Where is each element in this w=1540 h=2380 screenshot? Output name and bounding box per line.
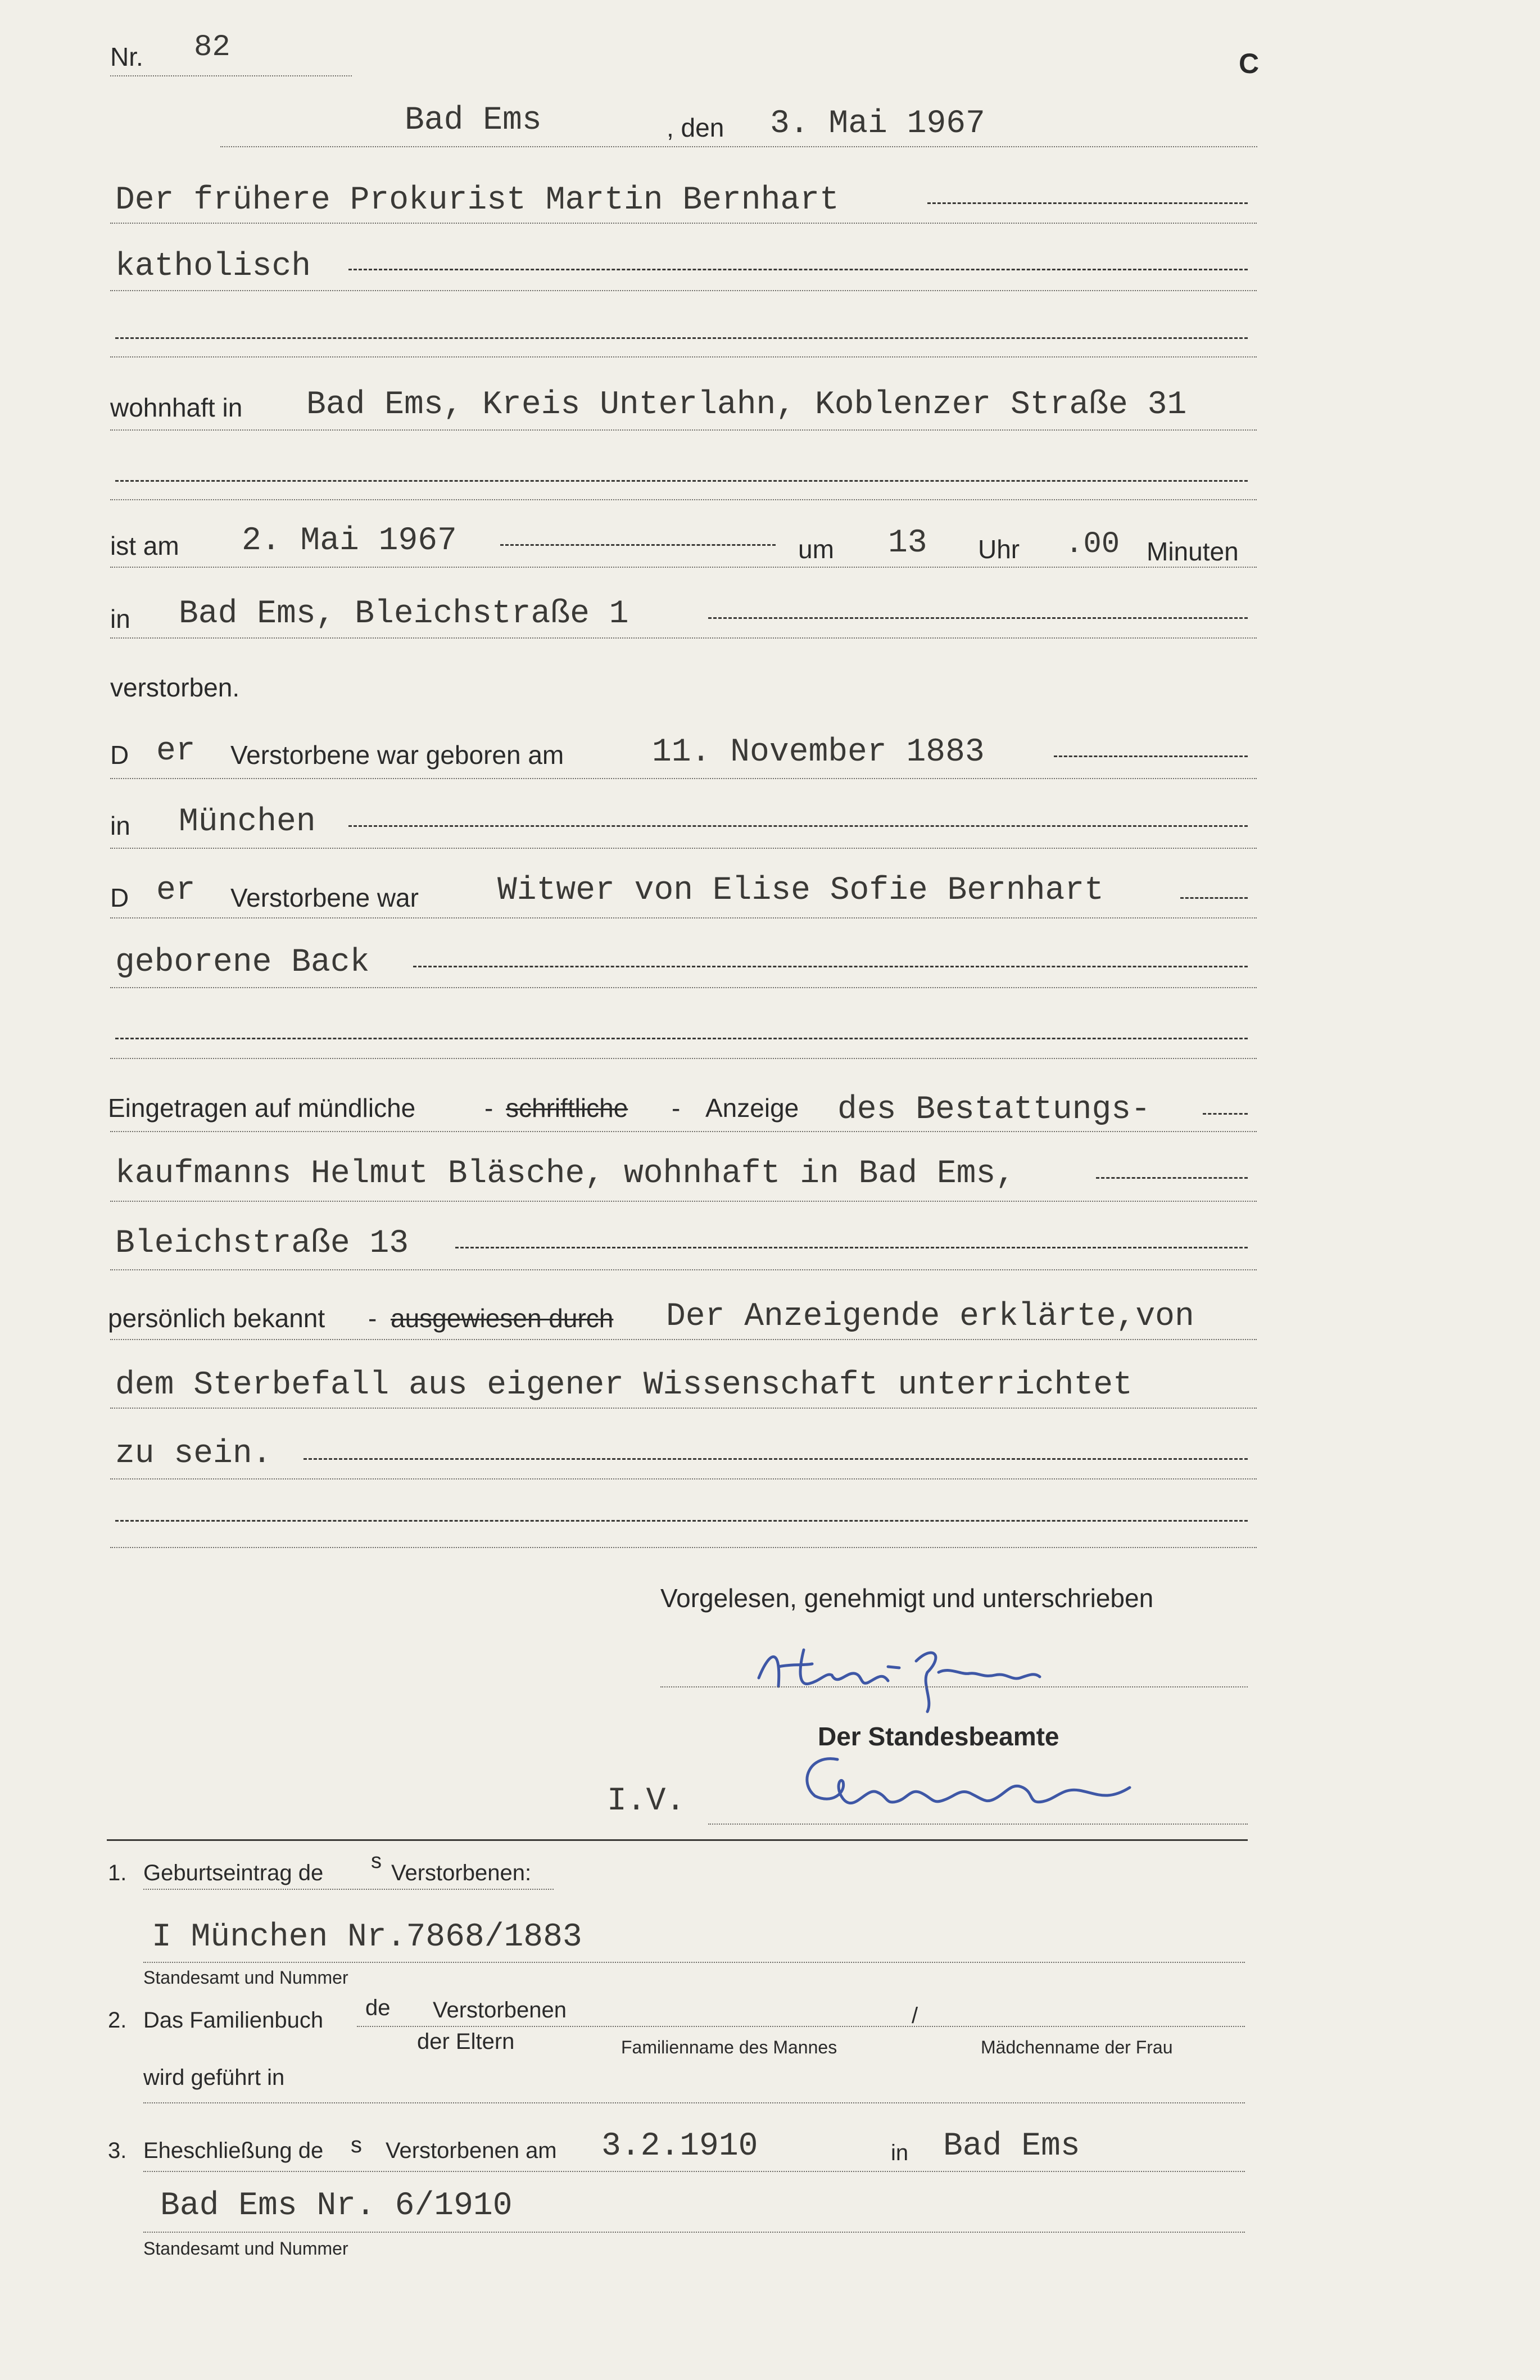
rule (110, 356, 1257, 358)
death-in-label: in (110, 604, 130, 634)
death-date: 2. Mai 1967 (242, 523, 457, 559)
nr-value: 82 (194, 30, 230, 65)
note-1-caption: Standesamt und Nummer (143, 1967, 348, 1988)
note-1-s: s (371, 1849, 382, 1873)
eingetragen-label: Eingetragen auf mündliche (108, 1093, 416, 1123)
rule (110, 429, 1257, 431)
marital-maiden: geborene Back (115, 944, 370, 981)
rule (110, 1269, 1257, 1270)
rule (357, 2026, 1245, 2027)
dash-sep: - (368, 1304, 377, 1333)
filler-dash (348, 825, 1248, 827)
rule (143, 1889, 554, 1890)
note-2-num: 2. (108, 2008, 127, 2033)
note-1-label: Geburtseintrag de (143, 1861, 324, 1885)
ist-am-label: ist am (110, 531, 179, 560)
note-1-label2: Verstorbenen: (391, 1861, 532, 1885)
dash-sep: - (672, 1093, 681, 1123)
standesbeamte-label: Der Standesbeamte (818, 1722, 1059, 1751)
person-line: Der frühere Prokurist Martin Bernhart (115, 182, 839, 219)
death-hour: 13 (888, 525, 927, 562)
signature-line (708, 1824, 1248, 1825)
note-2-mann-caption: Familienname des Mannes (621, 2037, 837, 2057)
rule (110, 1408, 1257, 1409)
nr-label: Nr. (110, 42, 143, 71)
rule (110, 1547, 1257, 1548)
filler-dash (1096, 1177, 1248, 1179)
address: Bad Ems, Kreis Unterlahn, Koblenzer Straße 31 (306, 387, 1187, 423)
rule (110, 1131, 1257, 1132)
note-2-frau-caption: Mädchenname der Frau (981, 2037, 1173, 2057)
schriftliche-struck: schriftliche (506, 1093, 628, 1123)
header-line (220, 146, 1257, 147)
rule (143, 2171, 1245, 2172)
note-3-caption: Standesamt und Nummer (143, 2238, 348, 2259)
marital-status: Witwer von Elise Sofie Bernhart (497, 872, 1104, 909)
birth-in-label: in (110, 811, 130, 840)
ausgewiesen-struck: ausgewiesen durch (391, 1304, 614, 1333)
note-2-eltern: der Eltern (417, 2029, 515, 2054)
minuten-label: Minuten (1147, 537, 1239, 566)
corner-letter: C (1239, 48, 1260, 79)
filler-dash (115, 337, 1248, 339)
rule (110, 499, 1257, 500)
report-typed-4: Der Anzeigende erklärte,von (666, 1298, 1194, 1335)
birth-date: 11. November 1883 (652, 734, 985, 771)
marital-d-label: D (110, 883, 129, 912)
note-3-label: Eheschließung de (143, 2138, 324, 2163)
note-2-verstorbenen: Verstorbenen (433, 1998, 567, 2022)
rule (110, 1339, 1257, 1340)
filler-dash (708, 617, 1248, 619)
rule (143, 2102, 1245, 2103)
note-2-de: de (365, 1996, 391, 2020)
rule (110, 290, 1257, 291)
rule (110, 987, 1257, 988)
rule (110, 567, 1257, 568)
filler-dash (1203, 1113, 1248, 1115)
note-3-num: 3. (108, 2138, 127, 2163)
marital-war-label: Verstorbene war (230, 883, 419, 912)
note-3-label2: Verstorbenen am (386, 2138, 557, 2163)
rule (110, 1478, 1257, 1479)
rule (110, 917, 1257, 918)
note-3-value: Bad Ems Nr. 6/1910 (160, 2188, 513, 2224)
note-2-gefuehrt: wird geführt in (143, 2065, 285, 2090)
uhr-label: Uhr (978, 535, 1020, 564)
note-1-num: 1. (108, 1861, 127, 1885)
informant-signature (748, 1633, 1141, 1717)
report-typed-5: dem Sterbefall aus eigener Wissenschaft unterrichtet (115, 1367, 1133, 1404)
filler-dash (348, 269, 1248, 270)
note-2-slash: / (912, 2003, 918, 2028)
header-date: 3. Mai 1967 (770, 106, 985, 142)
report-typed-2: kaufmanns Helmut Bläsche, wohnhaft in Bad Ems, (115, 1156, 1016, 1192)
note-3-date: 3.2.1910 (601, 2128, 758, 2165)
filler-dash (413, 966, 1248, 967)
note-3-in: in (891, 2141, 909, 2165)
note-3-s: s (351, 2133, 362, 2157)
dash-sep: - (484, 1093, 493, 1123)
section-divider (107, 1839, 1248, 1841)
geboren-label: Verstorbene war geboren am (230, 740, 564, 770)
filler-dash (304, 1458, 1248, 1460)
rule (110, 223, 1257, 224)
rule (110, 778, 1257, 779)
iv-label: I.V. (607, 1783, 686, 1820)
report-typed-6: zu sein. (115, 1436, 272, 1472)
verstorben-label: verstorben. (110, 673, 240, 702)
filler-dash (500, 544, 776, 546)
anzeige-label: Anzeige (705, 1093, 799, 1123)
birth-d-label: D (110, 740, 129, 770)
birth-er: er (156, 733, 196, 770)
filler-dash (115, 1038, 1248, 1039)
wohnhaft-label: wohnhaft in (110, 393, 243, 422)
death-place: Bad Ems, Bleichstraße 1 (179, 596, 629, 632)
rule (110, 637, 1257, 639)
report-typed-3: Bleichstraße 13 (115, 1225, 409, 1262)
rule (110, 848, 1257, 849)
rule (110, 1201, 1257, 1202)
filler-dash (455, 1247, 1248, 1248)
filler-dash (115, 1520, 1248, 1522)
filler-dash (1180, 897, 1248, 899)
rule (110, 1058, 1257, 1059)
religion: katholisch (115, 248, 311, 285)
um-label: um (798, 535, 834, 564)
filler-dash (1054, 755, 1248, 757)
note-3-place: Bad Ems (943, 2128, 1080, 2165)
nr-line (110, 75, 352, 76)
filler-dash (927, 202, 1248, 204)
birth-place: München (179, 804, 316, 840)
den-label: , den (667, 113, 724, 142)
marital-er: er (156, 872, 196, 909)
registrar-signature (792, 1748, 1141, 1821)
note-2-label: Das Familienbuch (143, 2008, 324, 2033)
rule (143, 1962, 1245, 1963)
header-place: Bad Ems (405, 102, 542, 139)
signature-line (660, 1686, 1248, 1687)
death-minutes: .00 (1065, 527, 1120, 562)
filler-dash (115, 480, 1248, 482)
bekannt-label: persönlich bekannt (108, 1304, 325, 1333)
report-typed-1: des Bestattungs- (837, 1092, 1151, 1128)
rule (143, 2232, 1245, 2233)
vorgelesen-label: Vorgelesen, genehmigt und unterschrieben (660, 1583, 1154, 1613)
note-1-value: I München Nr.7868/1883 (152, 1919, 582, 1956)
